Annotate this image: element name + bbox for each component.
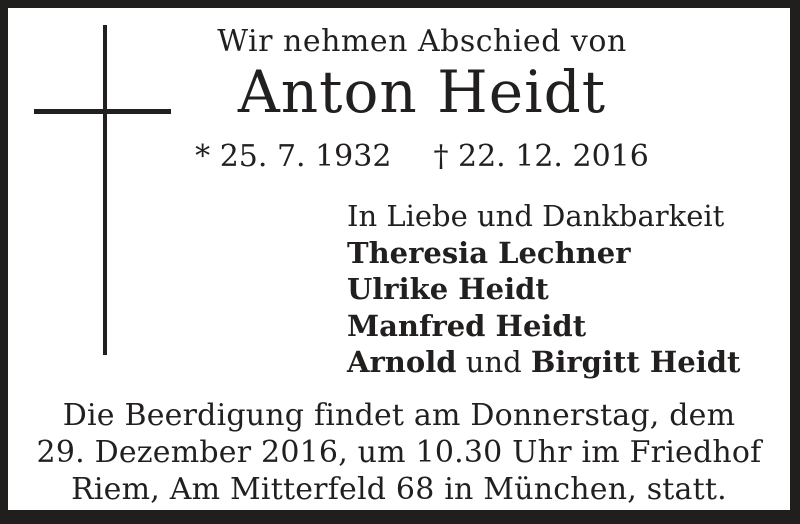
funeral-info: [8, 397, 790, 508]
death-date: † 22. 12. 2016: [433, 139, 649, 174]
birth-date: * 25. 7. 1932: [195, 139, 392, 174]
mourner-name: Birgitt Heidt: [530, 345, 741, 379]
funeral-line: Riem, Am Mitterfeld 68 in München, statt.: [71, 472, 727, 507]
dedication-line: In Liebe und Dankbarkeit: [347, 199, 725, 233]
deceased-name: Anton Heidt: [237, 58, 607, 126]
mourners-block: [347, 198, 740, 381]
mourner-name-pair: [347, 344, 740, 381]
mourner-name: Ulrike Heidt: [347, 272, 549, 306]
header-block: [40, 24, 800, 174]
funeral-line: 29. Dezember 2016, um 10.30 Uhr im Friedhof: [36, 435, 762, 470]
connector-word: und: [465, 345, 522, 379]
mourner-name: Theresia Lechner: [347, 235, 631, 270]
funeral-line: Die Beerdigung findet am Donnerstag, dem: [62, 398, 736, 433]
mourner-name: Arnold: [347, 345, 457, 379]
mourner-name: Manfred Heidt: [347, 308, 587, 343]
intro-line: Wir nehmen Abschied von: [217, 24, 627, 59]
life-dates: [40, 140, 800, 174]
